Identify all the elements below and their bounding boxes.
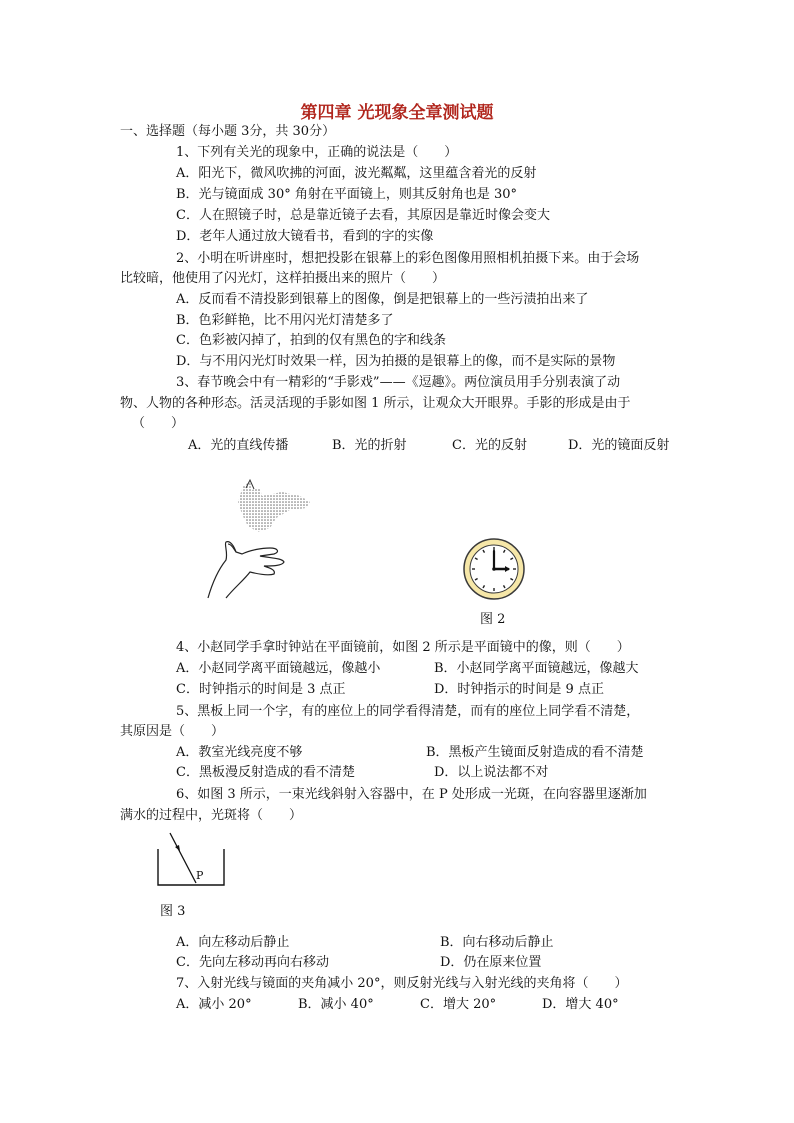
q5-option-c: C．黑板漫反射造成的看不清楚	[176, 765, 355, 780]
q1-option-a: A．阳光下，微风吹拂的河面，波光粼粼，这里蕴含着光的反射	[176, 166, 537, 181]
q7-option-b: B．减小 40°	[298, 997, 374, 1012]
q2-stem-line1: 2、小明在听讲座时，想把投影在银幕上的彩色图像用照相机拍摄下来。由于会场	[176, 251, 640, 266]
point-p-label: P	[196, 869, 204, 882]
container-figure	[152, 829, 232, 891]
q3-option-b: B．光的折射	[332, 438, 407, 453]
q6-option-b: B．向右移动后静止	[440, 935, 554, 950]
q6-option-a: A．向左移动后静止	[176, 935, 290, 950]
q6-stem-line1: 6、如图 3 所示，一束光线斜射入容器中，在 P 处形成一光斑，在向容器里逐渐加	[176, 787, 647, 802]
q3-option-d: D．光的镜面反射	[568, 438, 670, 453]
q4-option-a: A．小赵同学离平面镜越远，像越小	[176, 661, 381, 676]
page-title: 第四章 光现象全章测试题	[300, 103, 494, 123]
q1-option-c: C．人在照镜子时，总是靠近镜子去看，其原因是靠近时像会变大	[176, 208, 550, 223]
clock-figure	[462, 537, 526, 601]
figure-2-caption: 图 2	[480, 612, 506, 627]
q2-stem-line2: 比较暗，他使用了闪光灯，这样拍摄出来的照片（ ）	[120, 271, 446, 286]
q4-stem: 4、小赵同学手拿时钟站在平面镜前，如图 2 所示是平面镜中的像，则（ ）	[176, 640, 630, 655]
q3-option-a: A．光的直线传播	[188, 438, 289, 453]
q1-option-b: B．光与镜面成 30° 角射在平面镜上，则其反射角也是 30°	[176, 187, 518, 202]
q4-option-c: C．时钟指示的时间是 3 点正	[176, 682, 346, 697]
q2-option-c: C．色彩被闪掉了，拍到的仅有黑色的字和线条	[176, 333, 446, 348]
section-heading: 一、选择题（每小题 3分，共 30分）	[120, 124, 336, 139]
q7-option-c: C．增大 20°	[420, 997, 497, 1012]
q7-option-a: A．减小 20°	[176, 997, 252, 1012]
hand-shadow-figure	[198, 474, 318, 604]
q3-option-c: C．光的反射	[452, 438, 527, 453]
q6-option-c: C．先向左移动再向右移动	[176, 955, 329, 970]
q3-stem-line1: 3、春节晚会中有一精彩的“手影戏”——《逗趣》。两位演员用手分别表演了动	[176, 375, 621, 390]
q3-stem-line3: （ ）	[132, 416, 185, 431]
figure-3-caption: 图 3	[160, 904, 186, 919]
q7-option-d: D．增大 40°	[542, 997, 619, 1012]
q6-option-d: D．仍在原来位置	[440, 955, 542, 970]
q1-stem: 1、下列有关光的现象中，正确的说法是（ ）	[176, 145, 458, 160]
q4-option-d: D．时钟指示的时间是 9 点正	[434, 682, 604, 697]
q5-option-a: A．教室光线亮度不够	[176, 745, 303, 760]
q6-stem-line2: 满水的过程中，光斑将（ ）	[120, 808, 303, 823]
q2-option-a: A．反而看不清投影到银幕上的图像，倒是把银幕上的一些污渍拍出来了	[176, 292, 589, 307]
q4-option-b: B．小赵同学离平面镜越远，像越大	[434, 661, 639, 676]
q2-option-b: B．色彩鲜艳，比不用闪光灯清楚多了	[176, 313, 394, 328]
q2-option-d: D．与不用闪光灯时效果一样，因为拍摄的是银幕上的像，而不是实际的景物	[176, 354, 616, 369]
q3-stem-line2: 物、人物的各种形态。活灵活现的手影如图 1 所示，让观众大开眼界。手影的形成是由于	[120, 396, 631, 411]
q5-stem-line2: 其原因是（ ）	[120, 724, 225, 739]
q5-stem-line1: 5、黑板上同一个字，有的座位上的同学看得清楚，而有的座位上同学看不清楚，	[176, 704, 640, 719]
q5-option-b: B．黑板产生镜面反射造成的看不清楚	[426, 745, 644, 760]
q1-option-d: D．老年人通过放大镜看书，看到的字的实像	[176, 229, 434, 244]
q7-stem: 7、入射光线与镜面的夹角减小 20°，则反射光线与入射光线的夹角将（ ）	[176, 976, 628, 991]
q5-option-d: D．以上说法都不对	[434, 765, 549, 780]
